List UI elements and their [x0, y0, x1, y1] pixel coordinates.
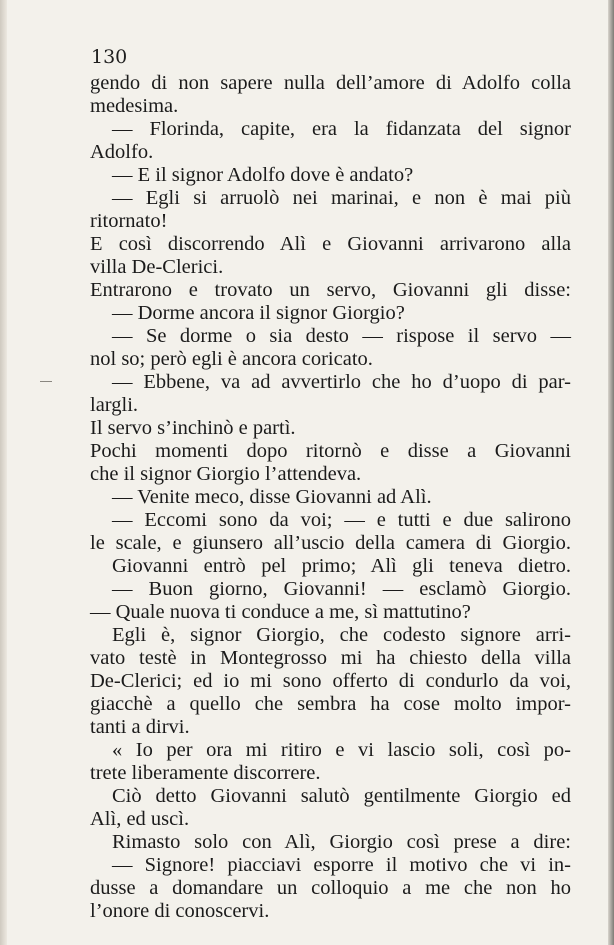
text-line: largli. [90, 394, 139, 416]
text-line: — Se dorme o sia desto — rispose il servo — [112, 325, 571, 347]
text-line: — E il signor Adolfo dove è andato? [112, 164, 414, 186]
text-line: E così discorrendo Alì e Giovanni arrivarono alla [90, 233, 571, 255]
text-line: Il servo s’inchinò e partì. [90, 417, 296, 439]
text-line: dusse a domandare un colloquio a me che non ho [90, 877, 571, 899]
text-line: — Signore! piacciavi esporre il motivo che vi in- [112, 854, 571, 876]
page-number: 130 [91, 46, 128, 68]
text-line: gendo di non sapere nulla dell’amore di Adolfo colla [90, 72, 571, 94]
text-line: Entrarono e trovato un servo, Giovanni gli disse: [90, 279, 571, 301]
text-line: Ciò detto Giovanni salutò gentilmente Giorgio ed [112, 785, 571, 807]
text-line: giacchè a quello che sembra ha cose molto impor- [90, 693, 571, 715]
text-line: medesima. [90, 95, 179, 117]
margin-mark [40, 381, 52, 382]
text-line: trete liberamente discorrere. [90, 762, 321, 784]
text-line: ritornato! [90, 210, 168, 232]
text-line: — Eccomi sono da voi; — e tutti e due salirono [112, 509, 571, 531]
text-line: vato testè in Montegrosso mi ha chiesto della villa [90, 647, 571, 669]
text-line: che il signor Giorgio l’attendeva. [90, 463, 362, 485]
text-line: villa De-Clerici. [90, 256, 224, 278]
text-line: Egli è, signor Giorgio, che codesto signore arri- [112, 624, 571, 646]
page-left-edge [0, 0, 7, 945]
text-line: — Quale nuova ti conduce a me, sì mattutino? [90, 601, 471, 623]
text-line: Alì, ed uscì. [90, 808, 190, 830]
text-line: De-Clerici; ed io mi sono offerto di condurlo da voi, [90, 670, 571, 692]
text-line: nol so; però egli è ancora coricato. [90, 348, 373, 370]
text-line: Adolfo. [90, 141, 154, 163]
text-line: l’onore di conoscervi. [90, 900, 270, 922]
page-right-edge [608, 0, 614, 945]
text-line: — Florinda, capite, era la fidanzata del signor [112, 118, 571, 140]
text-line: tanti a dirvi. [90, 716, 190, 738]
text-line: — Ebbene, va ad avvertirlo che ho d’uopo di par- [112, 371, 571, 393]
page-text [90, 72, 571, 923]
text-line: le scale, e giunsero all’uscio della camera di Giorgio. [90, 532, 571, 554]
text-line: Pochi momenti dopo ritornò e disse a Giovanni [90, 440, 571, 462]
text-line: — Venite meco, disse Giovanni ad Alì. [112, 486, 432, 508]
text-line: — Buon giorno, Giovanni! — esclamò Giorgio. [112, 578, 571, 600]
text-line: Giovanni entrò pel primo; Alì gli teneva dietro. [112, 555, 571, 577]
text-line: — Dorme ancora il signor Giorgio? [112, 302, 405, 324]
text-line: « Io per ora mi ritiro e vi lascio soli, così po- [112, 739, 571, 761]
text-line: Rimasto solo con Alì, Giorgio così prese a dire: [112, 831, 571, 853]
text-line: — Egli si arruolò nei marinai, e non è mai più [112, 187, 571, 209]
